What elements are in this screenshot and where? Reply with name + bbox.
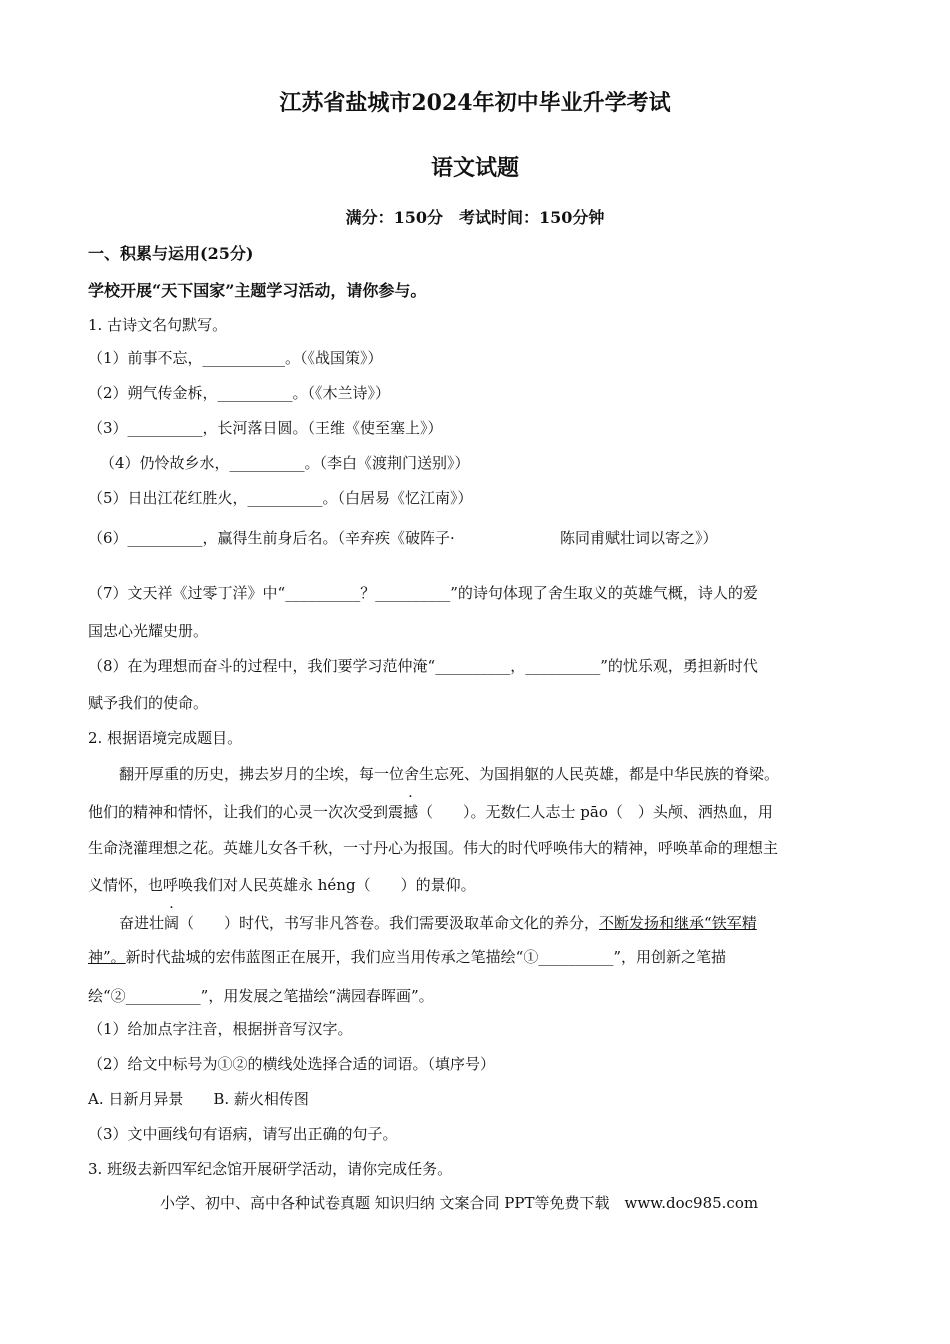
passage-text: （ ）时代，书写非凡答卷。我们需要汲取革命文化的养分， <box>179 914 600 932</box>
subject-title: 语文试题 <box>430 155 519 181</box>
passage-text: 新时代盐城的宏伟蓝图正在展开，我们应当用传承之笔描绘“①__________”，用创新之笔描 <box>125 948 727 966</box>
q1-item-8-line1: （8）在为理想而奋斗的过程中，我们要学习范仲淹“__________，__________”的忧乐观，勇担新时代 <box>88 657 758 675</box>
passage-p2-line3: 绘“②__________”，用发展之笔描绘“满园春晖画”。 <box>88 987 434 1005</box>
q1-item-7-line2: 国忠心光耀史册。 <box>88 622 209 640</box>
exam-title: 江苏省盐城市2024年初中毕业升学考试 <box>279 90 671 116</box>
q1-stem: 1. 古诗文名句默写。 <box>88 316 228 334</box>
q1-item-1: （1）前事不忘，___________。（《战国策》） <box>88 349 383 367</box>
q2-stem: 2. 根据语境完成题目。 <box>88 729 243 747</box>
section-intro: 学校开展“天下国家”主题学习活动，请你参与。 <box>88 281 427 300</box>
section-heading: 一、积累与运用(25分) <box>88 244 254 263</box>
q2-options: A. 日新月异景 B. 薪火相传图 <box>88 1090 309 1108</box>
passage-text: 他们的精神和情怀，让我们的心灵一次次受到震 <box>88 803 404 821</box>
q1-item-2: （2）朔气传金柝，__________。（《木兰诗》） <box>88 384 391 402</box>
q2-sub3: （3）文中画线句有语病，请写出正确的句子。 <box>88 1125 398 1143</box>
q1-item-4: （4）仍怜故乡水，__________。（李白《渡荆门送别》） <box>100 454 470 472</box>
passage-text: 奋进壮 <box>119 914 165 932</box>
page-footer: 小学、初中、高中各种试卷真题 知识归纳 文案合同 PPT等免费下载 www.doc985.com <box>160 1194 759 1212</box>
dotted-char: 撼 <box>403 803 419 821</box>
q3-stem: 3. 班级去新四军纪念馆开展研学活动，请你完成任务。 <box>88 1160 453 1178</box>
passage-p2-line1 <box>119 912 757 933</box>
q1-item-6: （6）__________，赢得生前身后名。（辛弃疾《破阵子· <box>88 529 455 547</box>
passage-text: （ ）。无数仁人志士 pāo（ ）头颅、洒热血，用 <box>418 803 773 821</box>
q2-sub2: （2）给文中标号为①②的横线处选择合适的词语。（填序号） <box>88 1055 496 1073</box>
passage-p1-line3: 生命浇灌理想之花。英雄儿女各千秋，一寸丹心为报国。伟大的时代呼唤伟大的精神，呼唤革命的理想主 <box>88 839 779 857</box>
q1-item-8-line2: 赋予我们的使命。 <box>88 694 209 712</box>
passage-p1-line1: 翻开厚重的历史，拂去岁月的尘埃，每一位舍生忘死、为国捐躯的人民英雄，都是中华民族的脊梁。 <box>119 765 780 783</box>
passage-p1-line2 <box>88 801 773 822</box>
dotted-char: 阔 <box>164 914 180 932</box>
underlined-sentence: 不断发扬和继承“铁军精 <box>599 914 757 932</box>
exam-meta: 满分：150分 考试时间：150分钟 <box>345 208 605 227</box>
passage-p1-line4: 义情怀，也呼唤我们对人民英雄永 héng（ ）的景仰。 <box>88 876 476 894</box>
q1-item-6-cont: 陈同甫赋壮词以寄之》） <box>560 529 718 547</box>
passage-p2-line2 <box>88 946 726 967</box>
q1-item-7-line1: （7）文天祥《过零丁洋》中“__________？__________”的诗句体现了舍生取义的英雄气概，诗人的爱 <box>88 584 758 602</box>
q1-item-5: （5）日出江花红胜火，__________。（白居易《忆江南》） <box>88 489 473 507</box>
q1-item-3: （3）__________，长河落日圆。（王维《使至塞上》） <box>88 419 443 437</box>
q2-sub1: （1）给加点字注音，根据拼音写汉字。 <box>88 1020 353 1038</box>
underlined-sentence: 神”。 <box>88 948 126 966</box>
